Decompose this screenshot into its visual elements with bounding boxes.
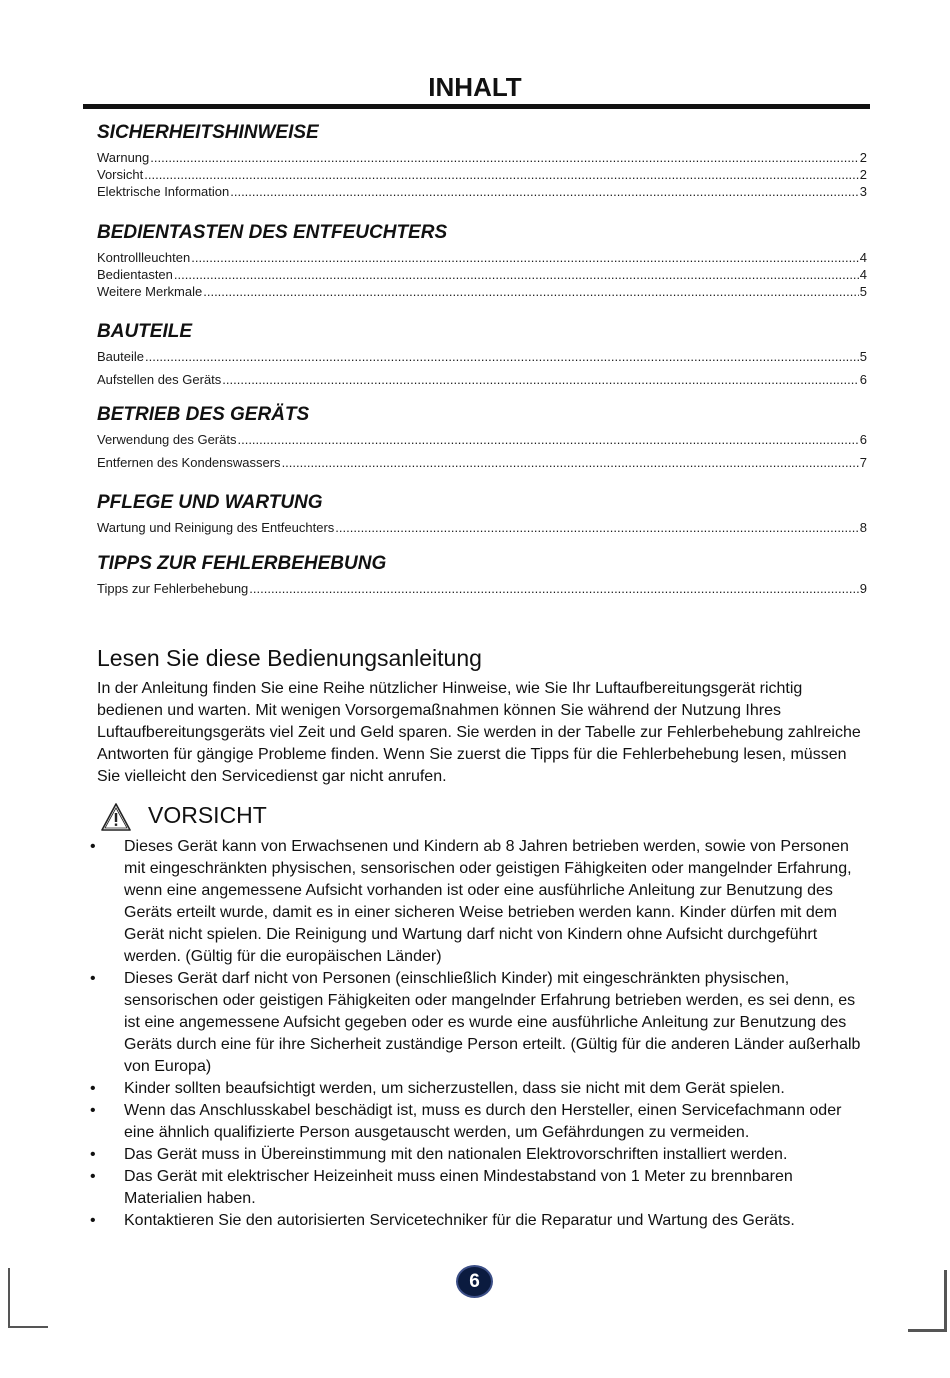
toc-leader-dots [150, 150, 858, 165]
toc-entry-label: Warnung [97, 150, 150, 165]
toc-entry[interactable] [97, 284, 867, 300]
toc-entry-label: Bauteile [97, 349, 144, 364]
toc-entry[interactable] [97, 150, 867, 166]
toc-heading-controls: BEDIENTASTEN DES ENTFEUCHTERS [97, 222, 448, 243]
toc-leader-dots [249, 581, 858, 596]
toc-entry[interactable] [97, 520, 867, 536]
toc-entry-page: 9 [859, 581, 867, 596]
toc-entry-label: Verwendung des Geräts [97, 432, 237, 447]
toc-entry-page: 6 [859, 432, 867, 447]
toc-entry-page: 4 [859, 267, 867, 282]
caution-list [90, 836, 865, 1232]
toc-entry[interactable] [97, 432, 867, 448]
toc-heading-troubleshooting: TIPPS ZUR FEHLERBEHEBUNG [97, 553, 387, 574]
toc-entry-label: Aufstellen des Geräts [97, 372, 222, 387]
list-item: • Kontaktieren Sie den autorisierten Servicetechniker für die Reparatur und Wartung des Geräts. [90, 1210, 865, 1232]
toc-leader-dots [230, 184, 859, 199]
toc-entry[interactable] [97, 455, 867, 471]
crop-mark-right-vertical [944, 1270, 947, 1332]
toc-entry-label: Bedientasten [97, 267, 173, 282]
toc-entry[interactable] [97, 167, 867, 183]
read-manual-heading: Lesen Sie diese Bedienungsanleitung [97, 645, 482, 671]
read-manual-text: In der Anleitung finden Sie eine Reihe nützlicher Hinweise, wie Sie Ihr Luftaufbereitungsgerät richtig bedienen und warten. Mit wenigen Vorsorgemaßnahmen können Sie während der Nutzung Ihres Luftaufbereitungsgeräts viel Zeit und Geld sparen. Sie werden in der Tabelle zur Fehlerbehebung zahlreiche Antworten für gängige Probleme finden. Wenn Sie zuerst die Tipps für die Fehlerbehebung lesen, müssen Sie vielleicht den Servicedienst gar nicht anrufen. [97, 680, 861, 785]
list-item: • Das Gerät muss in Übereinstimmung mit den nationalen Elektrovorschriften installiert werden. [90, 1144, 865, 1166]
list-item: • Dieses Gerät kann von Erwachsenen und Kindern ab 8 Jahren betrieben werden, sowie von Personen mit eingeschränkten physischen, sensorischen oder geistigen Fähigkeiten oder mangelnder Erfahrung, wenn eine angemessene Aufsicht vorhanden ist oder eine ausführliche Anleitung zur Benutzung des Geräts erteilt wurde, damit es in einer sicheren Weise betrieben werden kann. Kinder dürfen mit dem Gerät nicht spielen. Die Reinigung und Wartung darf nicht von Kindern ohne Aufsicht durchgeführt werden. (Gültig für die europäischen Länder) [90, 836, 865, 968]
toc-heading-maintenance: PFLEGE UND WARTUNG [97, 492, 323, 513]
warning-triangle-icon [100, 802, 132, 832]
toc-leader-dots [335, 520, 858, 535]
toc-entry[interactable] [97, 372, 867, 388]
page-number-badge: 6 [456, 1265, 493, 1298]
toc-entry-page: 2 [859, 150, 867, 165]
toc-entry-label: Kontrollleuchten [97, 250, 191, 265]
toc-heading-safety: SICHERHEITSHINWEISE [97, 122, 319, 143]
toc-leader-dots [203, 284, 859, 299]
toc-entry-page: 6 [859, 372, 867, 387]
toc-entry-label: Entfernen des Kondenswassers [97, 455, 281, 470]
toc-entry-label: Weitere Merkmale [97, 284, 203, 299]
toc-entry-label: Wartung und Reinigung des Entfeuchters [97, 520, 335, 535]
crop-mark-left-vertical [8, 1268, 10, 1328]
toc-entry[interactable] [97, 349, 867, 365]
toc-entry-page: 3 [859, 184, 867, 199]
toc-entry[interactable] [97, 267, 867, 283]
list-item: • Kinder sollten beaufsichtigt werden, um sicherzustellen, dass sie nicht mit dem Gerät spielen. [90, 1078, 865, 1100]
list-item: • Das Gerät mit elektrischer Heizeinheit muss einen Mindestabstand von 1 Meter zu brennbaren Materialien haben. [90, 1166, 865, 1210]
toc-heading-operation: BETRIEB DES GERÄTS [97, 404, 310, 425]
toc-heading-components: BAUTEILE [97, 321, 192, 342]
toc-leader-dots [145, 349, 859, 364]
toc-leader-dots [237, 432, 858, 447]
toc-entry[interactable] [97, 250, 867, 266]
toc-leader-dots [282, 455, 859, 470]
list-item: • Dieses Gerät darf nicht von Personen (einschließlich Kinder) mit eingeschränkten physischen, sensorischen oder geistigen Fähigkeiten oder mangelnder Erfahrung betrieben werden, es sei denn, es ist eine angemessene Aufsicht gegeben oder es wurde eine ausführliche Anleitung zur Benutzung des Geräts durch eine für ihre Sicherheit zuständige Person erteilt. (Gültig für die anderen Länder außerhalb von Europa) [90, 968, 865, 1078]
toc-entry[interactable] [97, 581, 867, 597]
toc-entry-page: 5 [859, 284, 867, 299]
toc-entry-page: 8 [859, 520, 867, 535]
toc-entry-page: 5 [859, 349, 867, 364]
toc-entry-page: 4 [859, 250, 867, 265]
title-rule [83, 104, 870, 109]
toc-entry-label: Elektrische Information [97, 184, 230, 199]
page-title: INHALT [428, 72, 522, 102]
toc-leader-dots [174, 267, 859, 282]
toc-entry-page: 7 [859, 455, 867, 470]
toc-entry-label: Vorsicht [97, 167, 144, 182]
toc-entry-page: 2 [859, 167, 867, 182]
crop-mark-right-horizontal [908, 1329, 947, 1332]
list-item: • Wenn das Anschlusskabel beschädigt ist, muss es durch den Hersteller, einen Servicefachmann oder eine ähnlich qualifizierte Person ausgetauscht werden, um Gefährdungen zu vermeiden. [90, 1100, 865, 1144]
toc-entry-label: Tipps zur Fehlerbehebung [97, 581, 249, 596]
toc-leader-dots [191, 250, 859, 265]
crop-mark-left-horizontal [8, 1326, 48, 1328]
toc-leader-dots [222, 372, 858, 387]
toc-entry[interactable] [97, 184, 867, 200]
toc-leader-dots [144, 167, 859, 182]
caution-heading: VORSICHT [148, 802, 267, 828]
